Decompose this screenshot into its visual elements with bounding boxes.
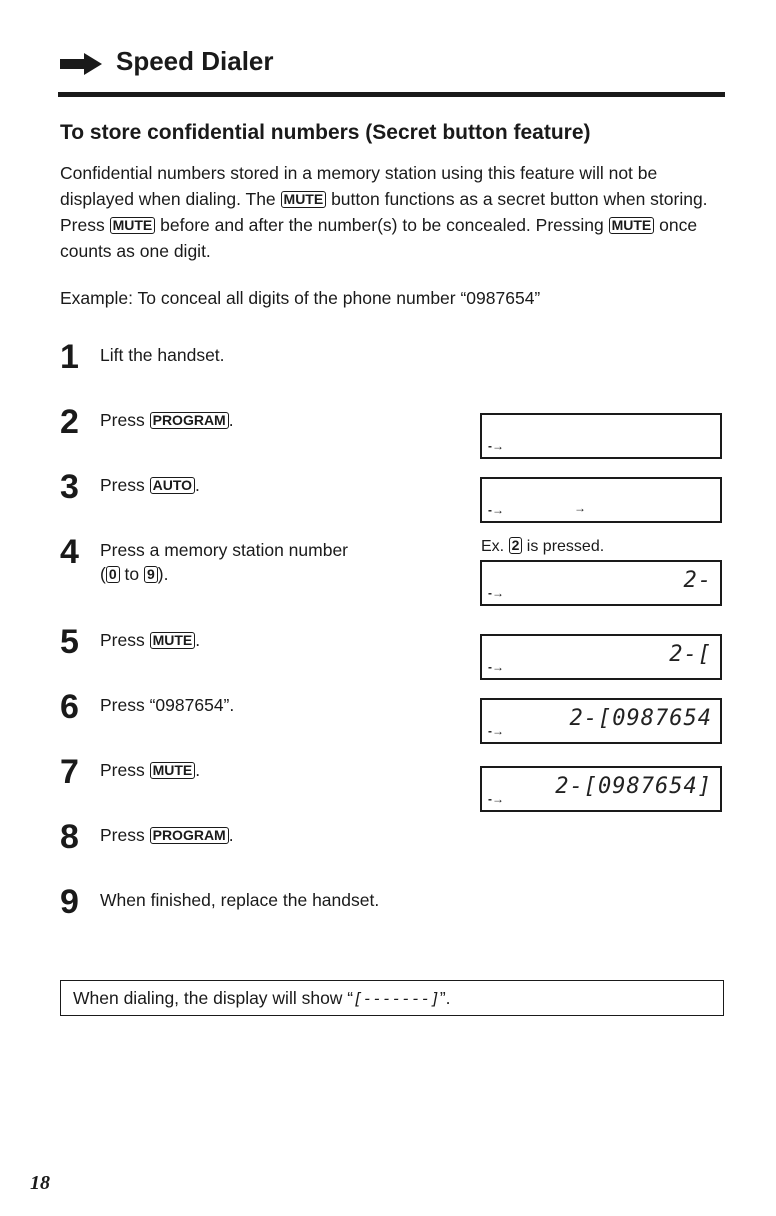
step-text: Press PROGRAM . (100, 825, 234, 845)
digit-2-key: 2 (509, 537, 523, 554)
step-number: 8 (60, 818, 79, 856)
lcd-digits: 2-[0987654 (569, 706, 712, 731)
step-number: 9 (60, 883, 79, 921)
step-number: 2 (60, 403, 79, 441)
lcd-digits: 2-[ (669, 642, 712, 667)
program-key: PROGRAM (150, 827, 229, 844)
cursor-icon: -→ (488, 503, 504, 517)
lcd-display (480, 766, 722, 812)
mute-key: MUTE (281, 191, 327, 208)
mute-key: MUTE (609, 217, 655, 234)
auto-key: AUTO (150, 477, 195, 494)
page-title: Speed Dialer (116, 46, 274, 76)
intro-paragraph: Confidential numbers stored in a memory station using this feature will not be displayed when dialing. The MUTE button functions as a secret button when storing. Press MUTE before and after the number(s) to be concealed. Pressing MUTE once counts as one digit. (60, 163, 708, 261)
step-number: 6 (60, 688, 79, 726)
lcd-display (480, 698, 722, 744)
step-number: 1 (60, 338, 79, 376)
note-box: When dialing, the display will show “[-------]”. (60, 980, 724, 1016)
step-text: Press MUTE . (100, 760, 201, 780)
arrow-icon: → (574, 501, 586, 515)
cursor-icon: -→ (488, 586, 504, 600)
lcd-digits: 2-[0987654] (555, 774, 712, 799)
step-text: Press a memory station number ( 0 to 9 ). (100, 540, 349, 584)
cursor-icon: -→ (488, 439, 504, 453)
step-number: 7 (60, 753, 79, 791)
lcd-digits: 2- (683, 568, 712, 593)
step-text: Press “0987654”. (100, 695, 235, 715)
page-number: 18 (30, 1172, 50, 1194)
step-text: Lift the handset. (100, 345, 225, 365)
program-key: PROGRAM (150, 412, 229, 429)
example-text: Example: To conceal all digits of the phone number “0987654” (60, 288, 541, 308)
cursor-icon: -→ (488, 724, 504, 738)
arrow-right-icon (60, 52, 104, 76)
lcd-display (480, 477, 722, 523)
display-pattern: [-------] (353, 989, 440, 1008)
step-number: 3 (60, 468, 79, 506)
step-text: Press MUTE . (100, 630, 201, 650)
step-text: Press AUTO . (100, 475, 200, 495)
cursor-icon: -→ (488, 660, 504, 674)
mute-key: MUTE (150, 762, 196, 779)
lcd-display (480, 413, 722, 459)
digit-9-key: 9 (144, 566, 158, 583)
header-divider (58, 92, 725, 97)
step-text: When finished, replace the handset. (100, 890, 380, 910)
digit-0-key: 0 (106, 566, 120, 583)
step-text: Press PROGRAM . (100, 410, 234, 430)
lcd-note: Ex. 2 is pressed. (481, 537, 605, 555)
mute-key: MUTE (110, 217, 156, 234)
lcd-display (480, 560, 722, 606)
lcd-display (480, 634, 722, 680)
section-title: To store confidential numbers (Secret button feature) (60, 121, 591, 144)
mute-key: MUTE (150, 632, 196, 649)
step-number: 5 (60, 623, 79, 661)
cursor-icon: -→ (488, 792, 504, 806)
step-number: 4 (60, 533, 79, 571)
